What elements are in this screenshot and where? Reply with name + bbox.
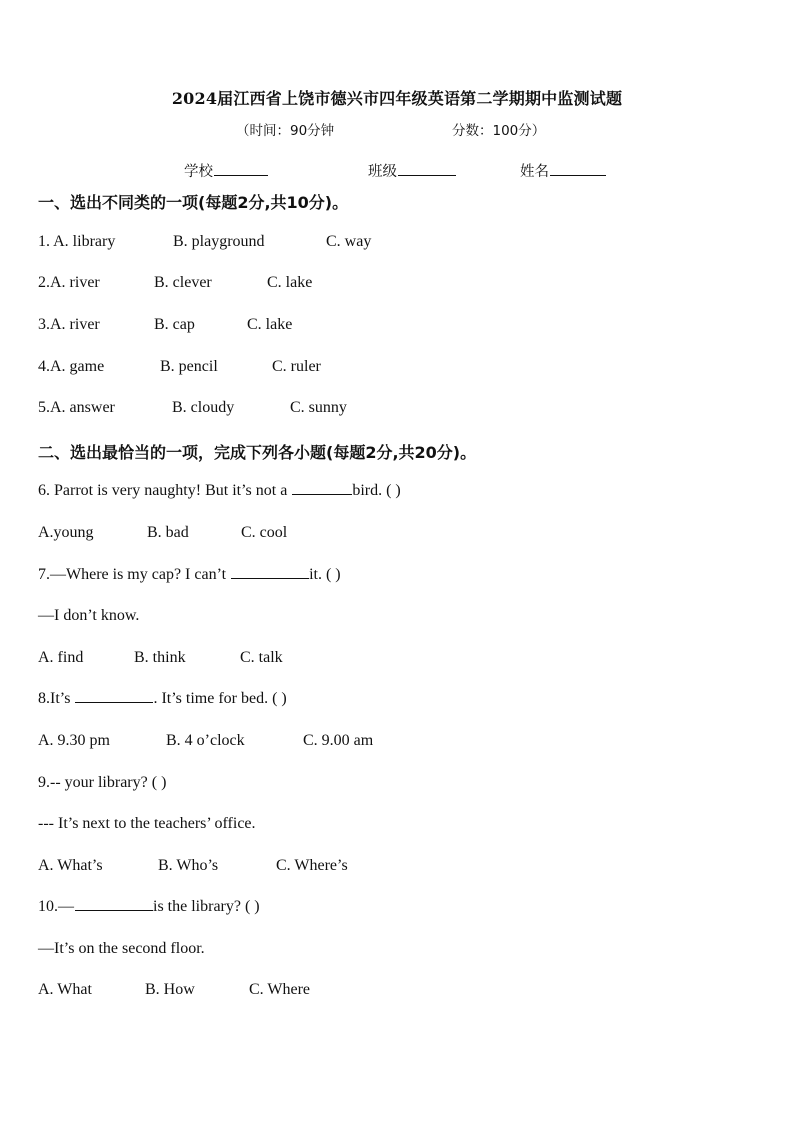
q6-option-b: B. bad bbox=[147, 524, 189, 541]
exam-time: （时间：90分钟 bbox=[236, 123, 335, 139]
q1-option-a: 1. A. library bbox=[38, 233, 116, 250]
q9-option-c: C. Where’s bbox=[276, 857, 348, 874]
q6-option-c: C. cool bbox=[241, 524, 288, 541]
question-8 bbox=[38, 690, 287, 708]
q7-reply: —I don’t know. bbox=[38, 607, 140, 624]
q3-option-c: C. lake bbox=[247, 316, 293, 333]
question-3 bbox=[0, 316, 794, 338]
q7-stem-end: it. ( ) bbox=[309, 566, 341, 583]
question-4 bbox=[0, 358, 794, 380]
q8-stem-start: 8.It’s bbox=[38, 690, 75, 707]
q6-stem-start: 6. Parrot is very naughty! But it’s not a bbox=[38, 482, 292, 499]
name-blank bbox=[550, 174, 606, 176]
section2-heading: 二、选出最恰当的一项，完成下列各小题(每题2分,共20分)。 bbox=[38, 443, 477, 462]
q3-option-a: 3.A. river bbox=[38, 316, 100, 333]
q8-options bbox=[0, 732, 794, 754]
name-field bbox=[520, 160, 606, 181]
q4-option-b: B. pencil bbox=[160, 358, 218, 375]
q9-option-a: A. What’s bbox=[38, 857, 103, 874]
q8-option-c: C. 9.00 am bbox=[303, 732, 374, 749]
q4-option-c: C. ruler bbox=[272, 358, 321, 375]
q8-blank bbox=[75, 701, 153, 703]
school-label: 学校 bbox=[184, 164, 213, 180]
exam-score: 分数：100分） bbox=[452, 123, 546, 139]
q5-option-b: B. cloudy bbox=[172, 399, 235, 416]
name-label: 姓名 bbox=[520, 164, 549, 180]
q9-options bbox=[0, 857, 794, 879]
q10-stem-end: is the library? ( ) bbox=[153, 898, 260, 915]
class-label: 班级 bbox=[368, 164, 397, 180]
q7-options bbox=[0, 649, 794, 671]
school-blank bbox=[214, 174, 268, 176]
q5-option-c: C. sunny bbox=[290, 399, 347, 416]
q3-option-b: B. cap bbox=[154, 316, 195, 333]
class-blank bbox=[398, 174, 456, 176]
q8-option-b: B. 4 o’clock bbox=[166, 732, 245, 749]
q2-option-a: 2.A. river bbox=[38, 274, 100, 291]
q1-option-c: C. way bbox=[326, 233, 372, 250]
question-10 bbox=[38, 898, 260, 916]
q10-reply: —It’s on the second floor. bbox=[38, 940, 205, 957]
q10-option-c: C. Where bbox=[249, 981, 311, 998]
question-9: 9.-- your library? ( ) bbox=[38, 774, 167, 791]
q6-options bbox=[0, 524, 794, 546]
q7-stem-start: 7.—Where is my cap? I can’t bbox=[38, 566, 231, 583]
q7-blank bbox=[231, 577, 309, 579]
q8-stem-end: . It’s time for bed. ( ) bbox=[153, 690, 287, 707]
q7-option-c: C. talk bbox=[240, 649, 283, 666]
school-field bbox=[184, 160, 268, 181]
question-1 bbox=[0, 233, 794, 255]
q6-stem-end: bird. ( ) bbox=[352, 482, 401, 499]
exam-title: 2024届江西省上饶市德兴市四年级英语第二学期期中监测试题 bbox=[171, 89, 623, 108]
question-6 bbox=[38, 482, 401, 500]
class-field bbox=[368, 160, 456, 181]
question-7 bbox=[38, 566, 341, 584]
q6-option-a: A.young bbox=[38, 524, 94, 541]
q10-option-a: A. What bbox=[38, 981, 92, 998]
q9-reply: --- It’s next to the teachers’ office. bbox=[38, 815, 256, 832]
q2-option-c: C. lake bbox=[267, 274, 313, 291]
question-5 bbox=[0, 399, 794, 421]
q2-option-b: B. clever bbox=[154, 274, 212, 291]
q7-option-a: A. find bbox=[38, 649, 84, 666]
q4-option-a: 4.A. game bbox=[38, 358, 105, 375]
q10-blank bbox=[75, 909, 153, 911]
q8-option-a: A. 9.30 pm bbox=[38, 732, 110, 749]
q9-option-b: B. Who’s bbox=[158, 857, 219, 874]
q1-option-b: B. playground bbox=[173, 233, 265, 250]
q10-stem-start: 10.— bbox=[38, 898, 74, 915]
q5-option-a: 5.A. answer bbox=[38, 399, 115, 416]
question-2 bbox=[0, 274, 794, 296]
q6-blank bbox=[292, 493, 352, 495]
section1-heading: 一、选出不同类的一项(每题2分,共10分)。 bbox=[38, 193, 349, 212]
q7-option-b: B. think bbox=[134, 649, 186, 666]
q10-options bbox=[0, 981, 794, 1003]
q10-option-b: B. How bbox=[145, 981, 195, 998]
